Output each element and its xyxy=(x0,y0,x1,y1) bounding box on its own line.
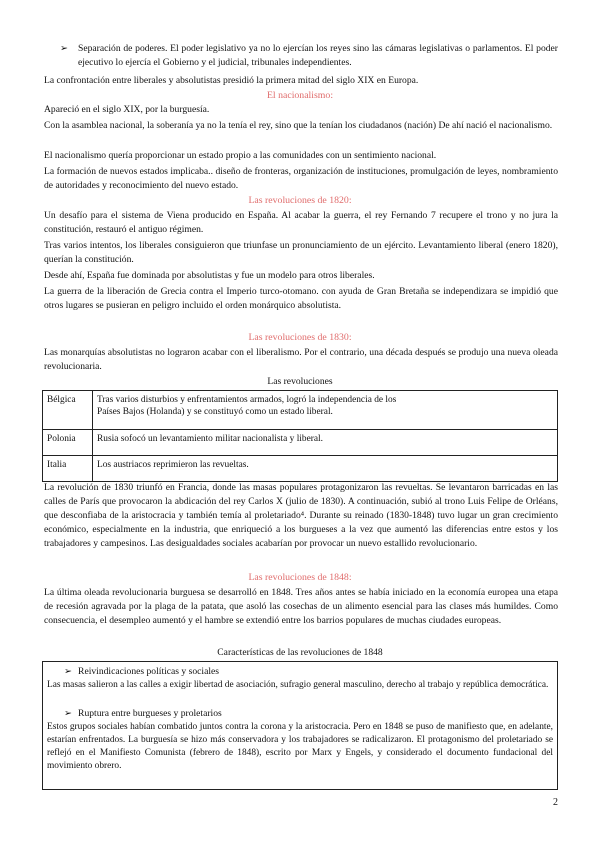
table-cell-country: Polonia xyxy=(43,430,93,456)
table-cell-description: Rusia sofocó un levantamiento militar nacionalista y liberal. xyxy=(93,430,558,456)
box-subheading-text: Ruptura entre burgueses y proletarios xyxy=(78,708,222,719)
table-cell-country: Bélgica xyxy=(43,391,93,430)
table-caption: Las revoluciones xyxy=(267,376,333,387)
rev1848-paragraph: La última oleada revolucionaria burguesa se desarrolló en 1848. Tres años antes se había iniciado en la economía europea una etapa de recesión agravada por la plaga de la patata, que asoló las cosechas de un alimento esencial para las clases más humildes. Como consecuencia, el desempleo aumentó y el hambre se extendió entre los barrios populares de muchas ciudades europeas. xyxy=(44,587,558,626)
france-paragraph: La revolución de 1830 triunfó en Francia, donde las masas populares protagonizaron las revueltas. Se levantaron barricadas en las calles de París que provocaron la abdicación del rey Carlos X (julio de 1830). A continuación, subió al trono Luis Felipe de Orléans, que desconfiaba de la aristocracia y también temía al proletariado⁴. Durante su reinado (1830-1848) tuvo lugar un gran crecimiento económico, especialmente en la industria, que enriqueció a los burgueses a la vez que aumentó las diferencias entre estos y los trabajadores y campesinos. Las desigualdades sociales acabarían por provocar un nuevo estallido revolucionario. xyxy=(44,482,558,549)
bullet-arrow-icon: ➢ xyxy=(64,666,73,677)
box-caption: Características de las revoluciones de 1848 xyxy=(217,647,383,658)
table-cell-description: Los austriacos reprimieron las revueltas. xyxy=(93,456,558,482)
page-number: 2 xyxy=(553,797,558,808)
table-row xyxy=(43,456,558,482)
box-text-1: Las masas salieron a las calles a exigir libertad de asociación, sufragio general masculino, derecho al trabajo y república democrática. xyxy=(47,680,549,690)
nacionalismo-paragraph-4: La formación de nuevos estados implicaba.. diseño de fronteras, organización de instituciones, promulgación de leyes, nombramiento de autoridades y reconocimiento del nuevo estado. xyxy=(44,166,558,191)
table-cell-country: Italia xyxy=(43,456,93,482)
nacionalismo-paragraph-2: Con la asamblea nacional, la soberanía ya no la tenía el rey, sino que la tenían los ciudadanos (nación) De ahí nació el nacionalismo. xyxy=(44,120,553,131)
rev1830-paragraph: Las monarquías absolutistas no lograron acabar con el liberalismo. Por el contrario, una década después se produjo una nueva oleada revolucionaria. xyxy=(44,347,558,372)
rev1820-paragraph-1: Un desafío para el sistema de Viena producido en España. Al acabar la guerra, el rey Fernando 7 recupere el trono y no jura la constitución, restauró el antiguo régimen. xyxy=(44,210,558,235)
heading-rev-1848: Las revoluciones de 1848: xyxy=(248,572,352,583)
bullet-text: Separación de poderes. El poder legislativo ya no lo ejercían los reyes sino las cámaras legislativas o parlamentos. El poder ejecutivo lo ejercía el Gobierno y el judicial, tribunales independientes. xyxy=(78,43,558,68)
heading-rev-1830: Las revoluciones de 1830: xyxy=(248,332,352,343)
rev1820-paragraph-4: La guerra de la liberación de Grecia contra el Imperio turco-otomano. con ayuda de Gran Bretaña se independizara se impidió que otros lugares se pusieran en peligro incluido el orden monárquico absolutista. xyxy=(44,286,558,311)
table-cell-line: Tras varios disturbios y enfrentamientos armados, logró la independencia de los xyxy=(97,395,397,405)
table-row xyxy=(43,391,558,430)
nacionalismo-paragraph-3: El nacionalismo quería proporcionar un estado propio a las comunidades con un sentimiento nacional. xyxy=(44,150,437,161)
rev1820-paragraph-2: Tras varios intentos, los liberales consiguieron que triunfase un pronunciamiento de un ejército. Levantamiento liberal (enero 1820), querían la constitución. xyxy=(44,240,558,265)
revolutions-table xyxy=(42,390,558,482)
heading-nacionalismo: El nacionalismo: xyxy=(266,90,334,101)
confrontation-paragraph: La confrontación entre liberales y absolutistas presidió la primera mitad del siglo XIX en Europa. xyxy=(44,75,419,86)
bullet-arrow-icon: ➢ xyxy=(64,708,73,719)
nacionalismo-paragraph-1: Apareció en el siglo XIX, por la burguesía. xyxy=(44,104,210,115)
box-text-2: Estos grupos sociales habían combatido juntos contra la corona y la aristocracia. Pero en 1848 se puso de manifiesto que, en adelante, estarían enfrentados. La burguesía se hizo más conservadora y los trabajadores se radicalizaron. El protagonismo del proletariado se reflejó en el Manifiesto Comunista (febrero de 1848), escrito por Marx y Engels, y considerado el documento fundacional del movimiento obrero. xyxy=(47,722,553,771)
table-cell-description xyxy=(93,391,558,430)
box-subheading-1 xyxy=(64,665,219,678)
bullet-separacion-poderes xyxy=(60,42,558,70)
box-subheading-text: Reivindicaciones políticas y sociales xyxy=(78,666,219,677)
bullet-arrow-icon: ➢ xyxy=(60,43,69,54)
table-row xyxy=(43,430,558,456)
box-subheading-2 xyxy=(64,707,222,720)
characteristics-box xyxy=(42,661,558,790)
table-cell-line: Países Bajos (Holanda) y se constituyó como un estado liberal. xyxy=(97,407,333,417)
heading-rev-1820: Las revoluciones de 1820: xyxy=(248,195,352,206)
rev1820-paragraph-3: Desde ahí, España fue dominada por absolutistas y fue un modelo para otros liberales. xyxy=(44,270,375,281)
